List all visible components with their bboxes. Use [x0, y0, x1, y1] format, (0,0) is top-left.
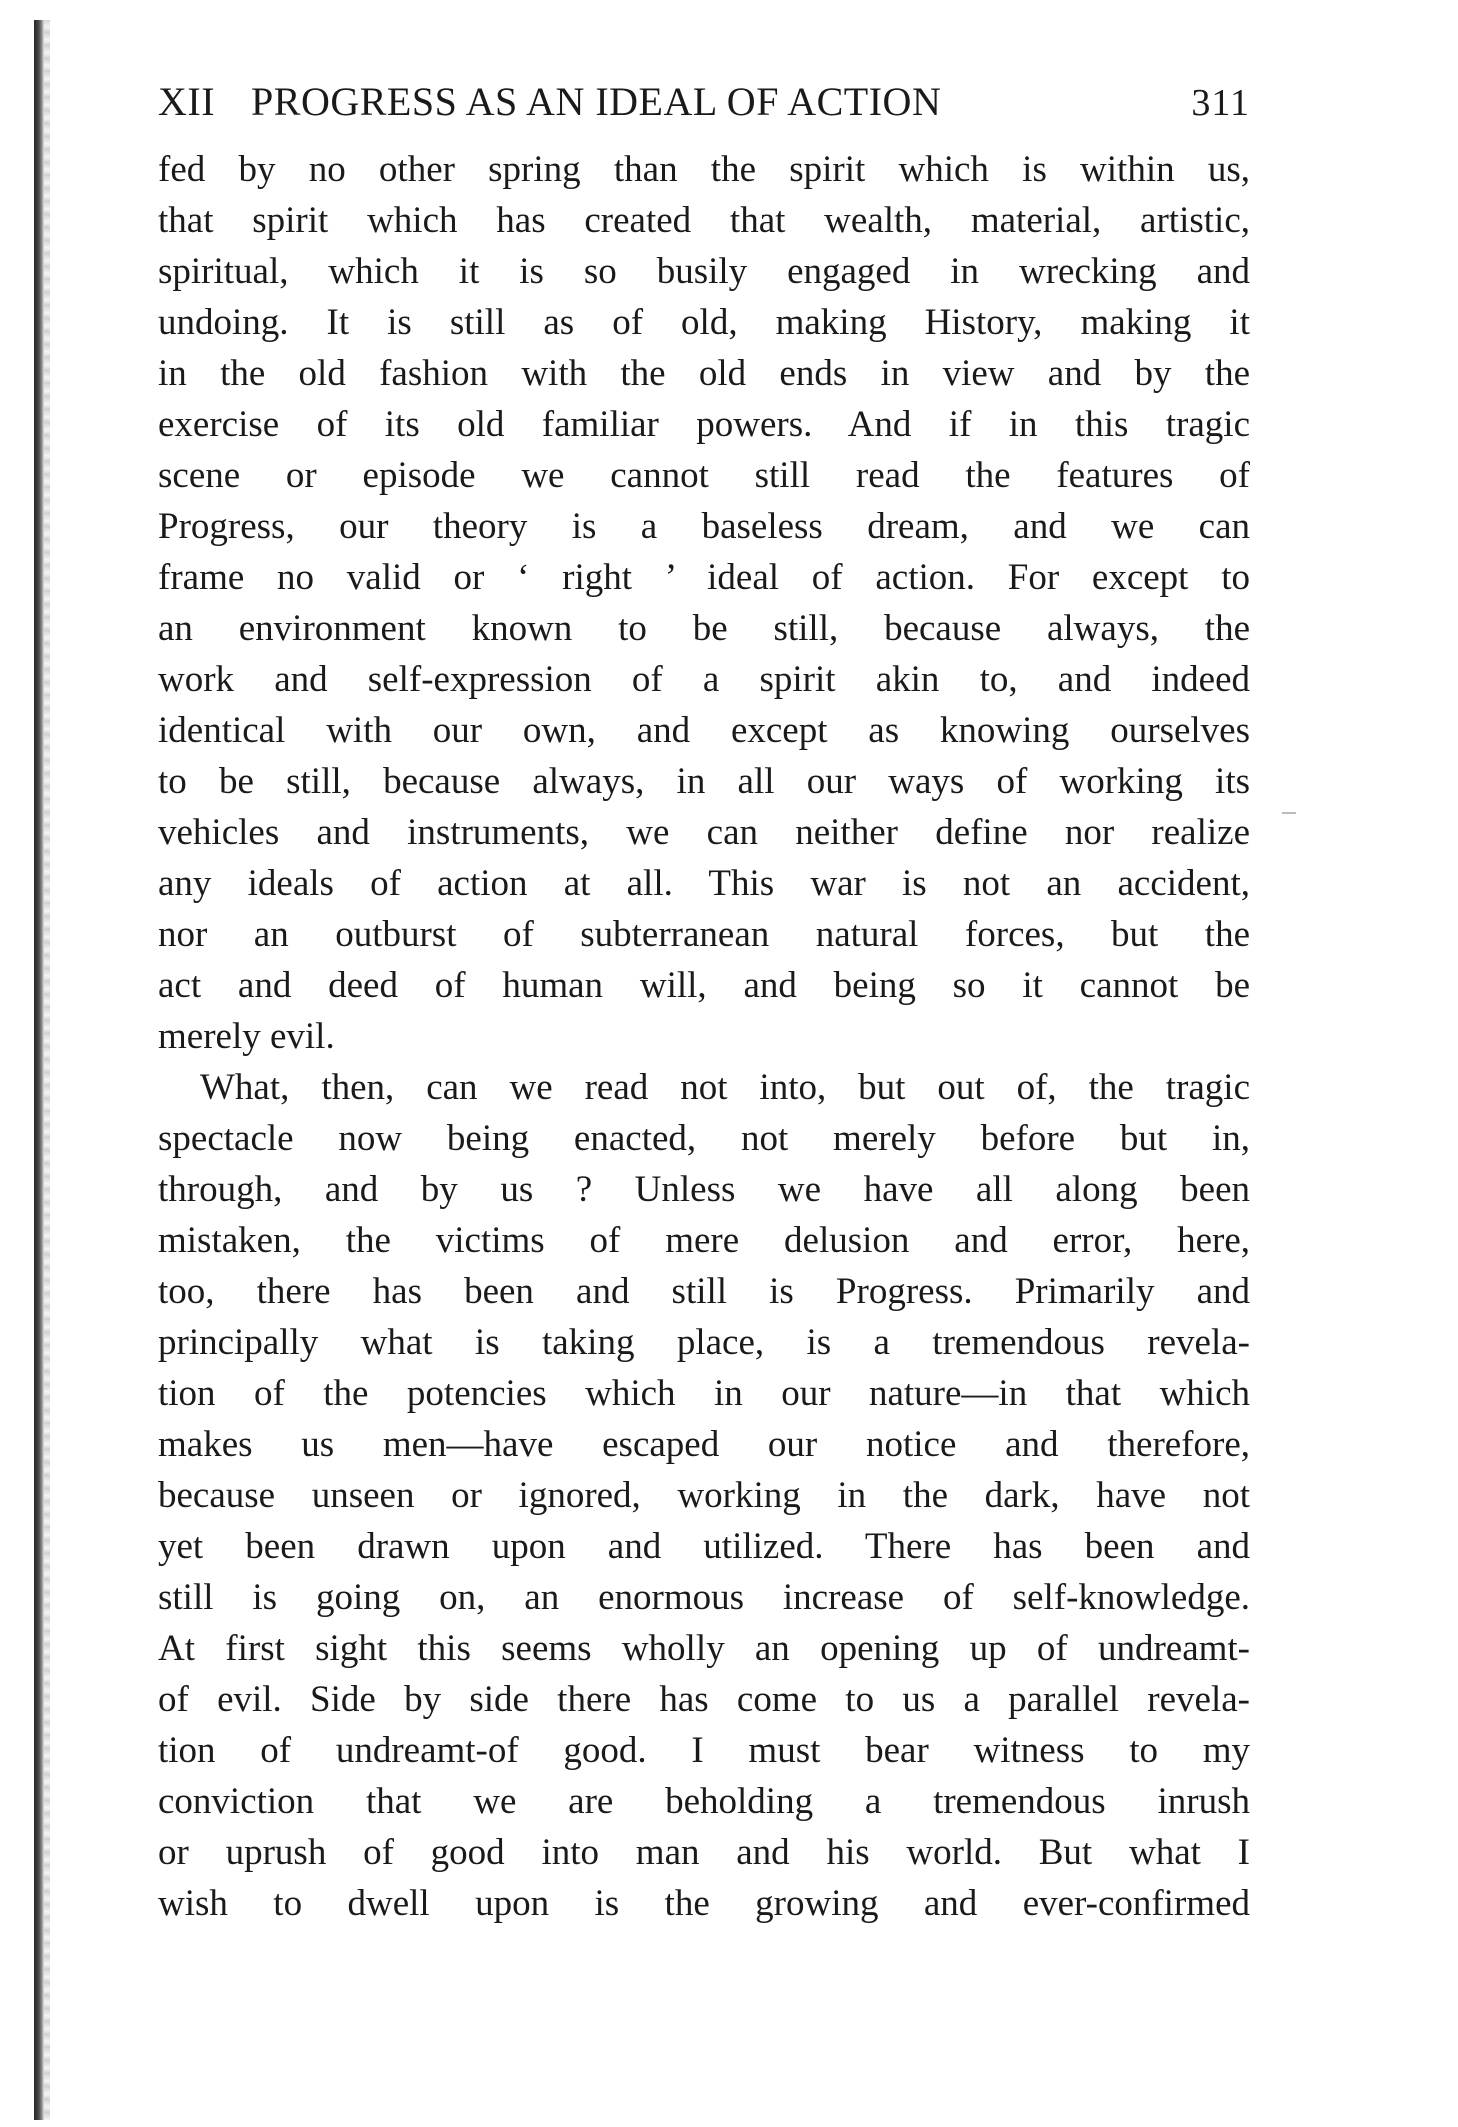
text-line: undoing. It is still as of old, making History, making it [158, 302, 1250, 343]
running-head [158, 78, 1250, 138]
text-line: vehicles and instruments, we can neither define nor realize [158, 812, 1250, 853]
text-line: At first sight this seems wholly an opening up of undreamt- [158, 1628, 1250, 1669]
text-line: spiritual, which it is so busily engaged in wrecking and [158, 251, 1250, 292]
text-line: frame no valid or ‘ right ’ ideal of action. For except to [158, 557, 1250, 598]
paragraph-start-line: What, then, can we read not into, but out of, the tragic [200, 1067, 1250, 1108]
text-line: of evil. Side by side there has come to us a parallel revela- [158, 1679, 1250, 1720]
text-line: identical with our own, and except as knowing ourselves [158, 710, 1250, 751]
text-line: act and deed of human will, and being so it cannot be [158, 965, 1250, 1006]
chapter-number: XII [158, 79, 216, 124]
text-line: yet been drawn upon and utilized. There has been and [158, 1526, 1250, 1567]
text-line: principally what is taking place, is a tremendous revela- [158, 1322, 1250, 1363]
text-line: fed by no other spring than the spirit which is within us, [158, 149, 1250, 190]
scan-speck [1282, 812, 1296, 814]
text-line: makes us men—have escaped our notice and therefore, [158, 1424, 1250, 1465]
text-line: tion of undreamt-of good. I must bear witness to my [158, 1730, 1250, 1771]
page-binding-edge [34, 20, 44, 2120]
text-line: scene or episode we cannot still read the features of [158, 455, 1250, 496]
text-line: any ideals of action at all. This war is not an accident, [158, 863, 1250, 904]
body-text [158, 144, 1250, 1929]
text-line: because unseen or ignored, working in the dark, have not [158, 1475, 1250, 1516]
text-line: or uprush of good into man and his world. But what I [158, 1832, 1250, 1873]
text-line: an environment known to be still, because always, the [158, 608, 1250, 649]
text-line: that spirit which has created that wealth, material, artistic, [158, 200, 1250, 241]
text-line: conviction that we are beholding a tremendous inrush [158, 1781, 1250, 1822]
text-line: exercise of its old familiar powers. And if in this tragic [158, 404, 1250, 445]
running-title: PROGRESS AS AN IDEAL OF ACTION [251, 79, 942, 124]
text-line: tion of the potencies which in our nature—in that which [158, 1373, 1250, 1414]
text-line: spectacle now being enacted, not merely before but in, [158, 1118, 1250, 1159]
text-line: mistaken, the victims of mere delusion and error, here, [158, 1220, 1250, 1261]
text-line: to be still, because always, in all our ways of working its [158, 761, 1250, 802]
text-line: Progress, our theory is a baseless dream, and we can [158, 506, 1250, 547]
paragraph-end-line: merely evil. [158, 1016, 335, 1057]
text-line: through, and by us ? Unless we have all along been [158, 1169, 1250, 1210]
text-line: still is going on, an enormous increase of self-knowledge. [158, 1577, 1250, 1618]
text-line: wish to dwell upon is the growing and ever-confirmed [158, 1883, 1250, 1924]
book-page [158, 78, 1250, 1929]
text-line: in the old fashion with the old ends in view and by the [158, 353, 1250, 394]
text-line: work and self-expression of a spirit akin to, and indeed [158, 659, 1250, 700]
page-number: 311 [1191, 82, 1250, 124]
text-line: too, there has been and still is Progress. Primarily and [158, 1271, 1250, 1312]
text-line: nor an outburst of subterranean natural forces, but the [158, 914, 1250, 955]
